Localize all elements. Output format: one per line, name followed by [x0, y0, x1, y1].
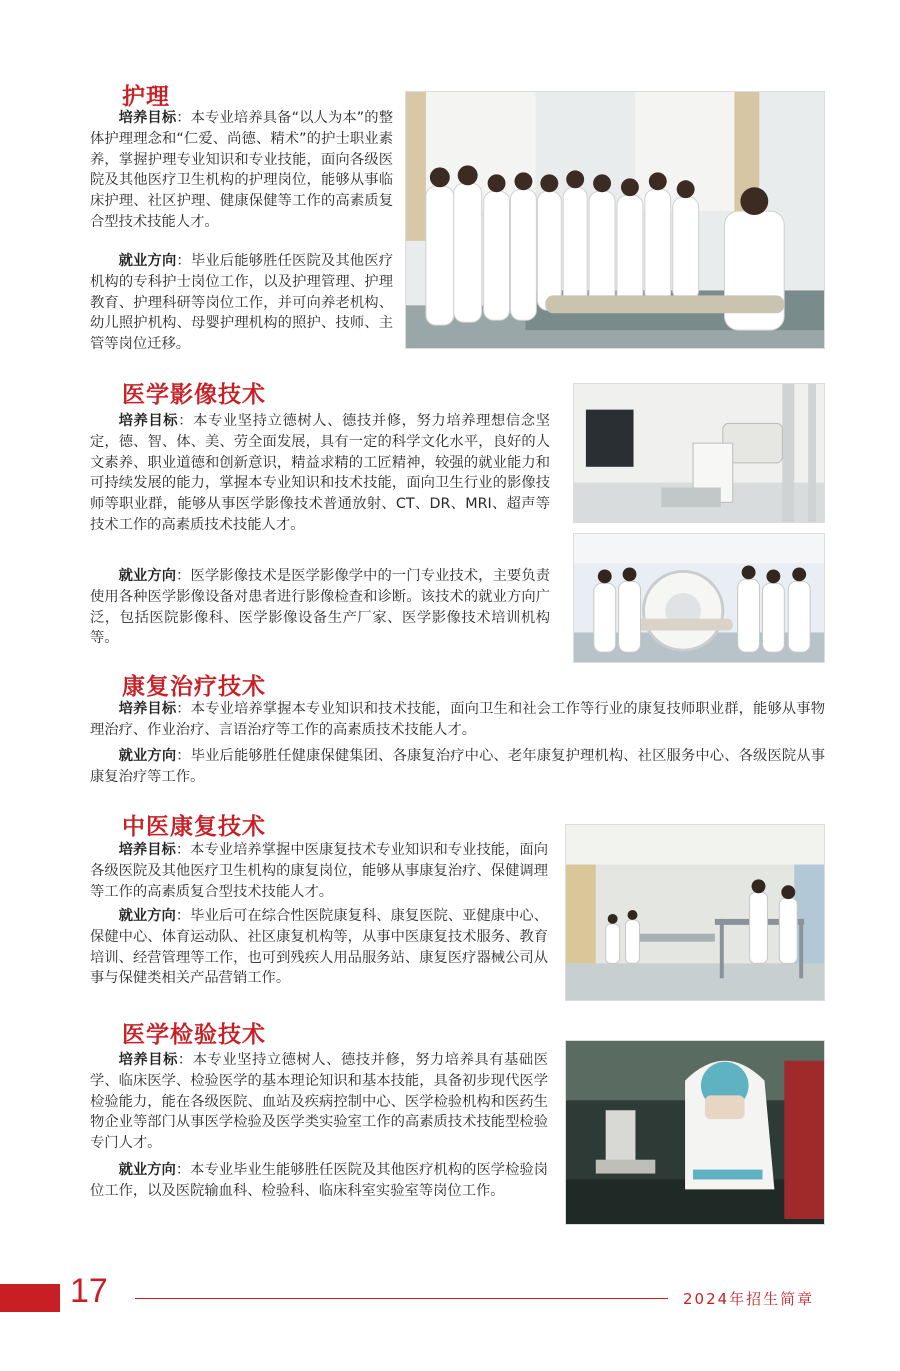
lab-microscope-photo — [565, 1040, 825, 1225]
section-title: 护理 — [122, 84, 170, 110]
training-goal-label: 培养目标 — [118, 842, 176, 858]
employment-paragraph — [90, 251, 393, 355]
section-title: 医学影像技术 — [122, 382, 266, 408]
employment-text: ：医学影像技术是医学影像学中的一门专业技术，主要负责使用各种医学影像设备对患者进行影像检查和诊断。该技术的就业方向广泛，包括医院影像科、医学影像设备生产厂家、医学影像技术培训机构等。 — [90, 568, 551, 647]
training-goal-text: ：本专业培养掌握本专业知识和技术技能，面向卫生和社会工作等行业的康复技师职业群，能够从事物理治疗、作业治疗、言语治疗等工作的高素质技术技能人才。 — [90, 701, 826, 738]
employment-paragraph — [90, 566, 550, 649]
nursing-classroom-photo — [405, 91, 825, 349]
page-number: 17 — [70, 1272, 108, 1310]
training-goal-text: ：本专业坚持立德树人、德技并修，努力培养理想信念坚定，德、智、体、美、劳全面发展，具有一定的科学文化水平，良好的人文素养、职业道德和创新意识，精益求精的工匠精神，较强的就业能力和可持续发展的能力，掌握本专业知识和技术技能，面向卫生行业的影像技师等职业群，能够从事医学影像技术普通放射、CT、DR、MRI、超声等技术工作的高素质技术技能人才。 — [90, 413, 551, 533]
employment-label: 就业方向 — [118, 568, 177, 584]
employment-paragraph — [90, 746, 825, 788]
employment-text: ：毕业后能够胜任健康保健集团、各康复治疗中心、老年康复护理机构、社区服务中心、各级医院从事康复治疗等工作。 — [90, 748, 826, 785]
xray-equipment-photo — [573, 383, 825, 523]
employment-label: 就业方向 — [118, 253, 177, 269]
section-title: 康复治疗技术 — [122, 674, 266, 700]
training-goal-paragraph — [90, 108, 393, 233]
rehab-training-hall-photo — [565, 824, 825, 1001]
training-goal-text: ：本专业坚持立德树人、德技并修，努力培养具有基础医学、临床医学、检验医学的基本理论知识和基本技能，具备初步现代医学检验能力，能在各级医院、血站及疾病控制中心、医学检验机构和医药生物企业等部门从事医学检验及医学类实验室工作的高素质技术技能型检验专门人才。 — [90, 1052, 549, 1152]
training-goal-text: ：本专业培养掌握中医康复技术专业知识和专业技能，面向各级医院及其他医疗卫生机构的康复岗位，能够从事康复治疗、保健调理等工作的高素质复合型技术技能人才。 — [90, 842, 549, 900]
training-goal-label: 培养目标 — [118, 413, 179, 429]
employment-label: 就业方向 — [118, 1162, 176, 1178]
section-title: 医学检验技术 — [122, 1022, 266, 1048]
footer-accent-bar — [0, 1284, 60, 1312]
employment-label: 就业方向 — [118, 748, 177, 764]
employment-text: ：本专业毕业生能够胜任医院及其他医疗机构的医学检验岗位工作，以及医院输血科、检验科、临床科室实验室等岗位工作。 — [90, 1162, 549, 1199]
ct-scanner-photo — [573, 533, 825, 663]
employment-text: ：毕业后可在综合性医院康复科、康复医院、亚健康中心、保健中心、体育运动队、社区康复机构等，从事中医康复技术服务、教育培训、经营管理等工作，也可到残疾人用品服务站、康复医疗器械公司从事与保健类相关产品营销工作。 — [90, 908, 549, 987]
section-title: 中医康复技术 — [122, 814, 266, 840]
training-goal-paragraph — [90, 699, 825, 741]
training-goal-label: 培养目标 — [118, 1052, 178, 1068]
training-goal-paragraph — [90, 411, 550, 536]
training-goal-label: 培养目标 — [118, 701, 177, 717]
employment-label: 就业方向 — [118, 908, 176, 924]
training-goal-label: 培养目标 — [118, 110, 177, 126]
footer-divider — [135, 1298, 668, 1299]
employment-paragraph — [90, 1160, 548, 1202]
training-goal-paragraph — [90, 1050, 548, 1154]
brochure-title: 2024年招生简章 — [683, 1290, 815, 1308]
employment-text: ：毕业后能够胜任医院及其他医疗机构的专科护士岗位工作，以及护理管理、护理教育、护理科研等岗位工作，并可向养老机构、幼儿照护机构、母婴护理机构的照护、技师、主管等岗位迁移。 — [90, 253, 394, 353]
employment-paragraph — [90, 906, 548, 989]
training-goal-paragraph — [90, 840, 548, 902]
training-goal-text: ：本专业培养具备“以人为本”的整体护理理念和“仁爱、尚德、精术”的护士职业素养，掌握护理专业知识和专业技能，面向各级医院及其他医疗卫生机构的护理岗位，能够从事临床护理、社区护理、健康保健等工作的高素质复合型技术技能人才。 — [90, 110, 394, 230]
